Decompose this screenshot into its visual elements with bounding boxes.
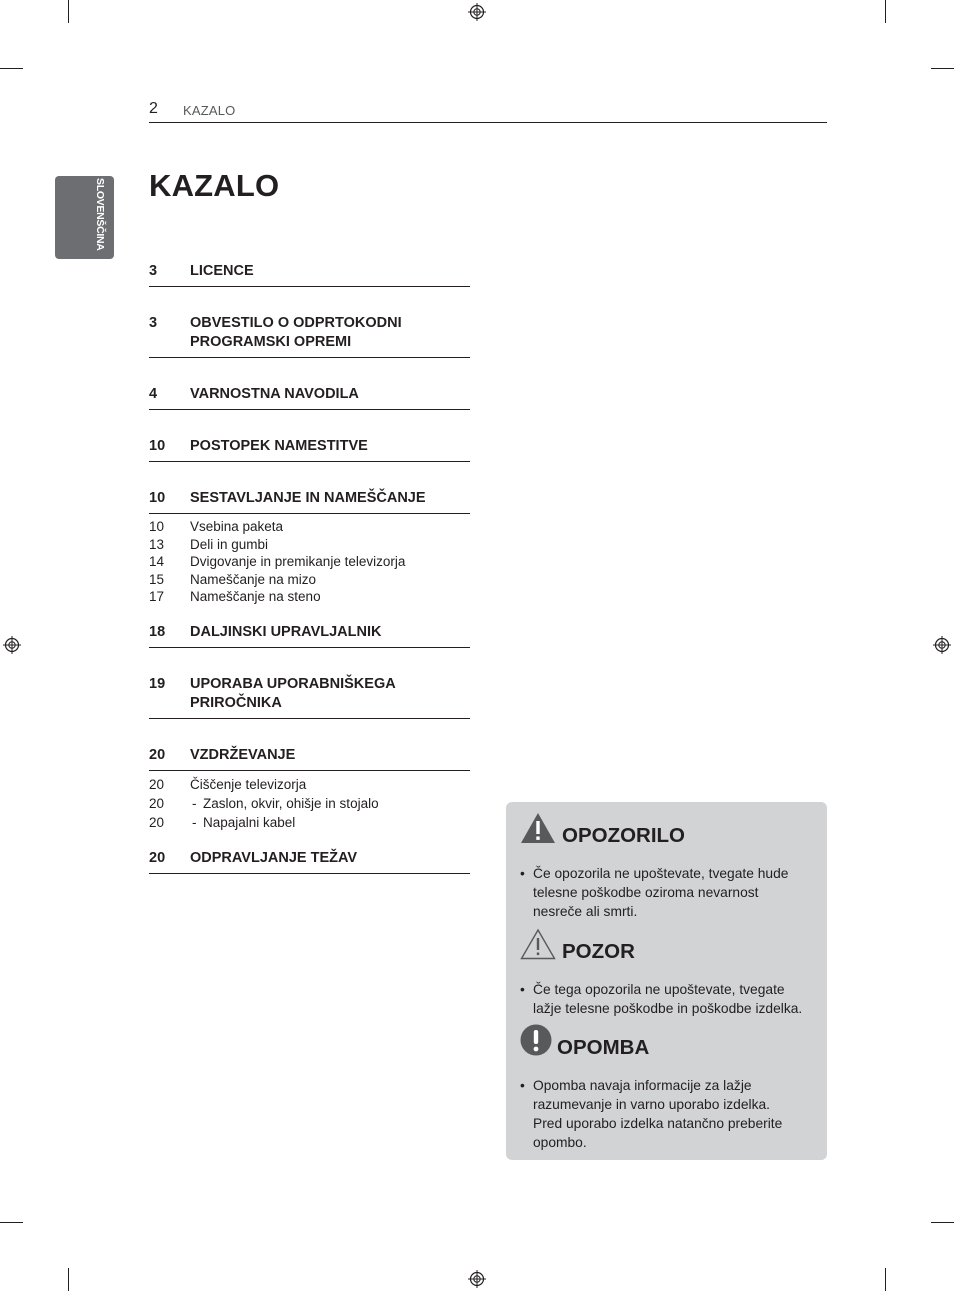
- toc-entry-title: LICENCE: [190, 263, 254, 279]
- notice-body: [520, 1076, 820, 1152]
- toc-entry-page: 4: [149, 386, 158, 402]
- notice-box: [506, 802, 827, 1160]
- bullet: •: [520, 866, 525, 881]
- toc-entry[interactable]: [149, 314, 470, 358]
- crop-mark: [68, 1268, 69, 1291]
- registration-mark-icon: [933, 636, 951, 654]
- toc-entry-page: 3: [149, 315, 158, 331]
- table-of-contents: [149, 262, 470, 874]
- caution-triangle-outline-icon: [520, 928, 556, 965]
- toc-subentry-dash: -: [192, 795, 197, 811]
- note-notice: [520, 1024, 820, 1152]
- toc-entry-title: ODPRAVLJANJE TEŽAV: [190, 849, 358, 866]
- toc-subentry[interactable]: [149, 813, 470, 832]
- toc-subentry-title: Napajalni kabel: [203, 814, 296, 830]
- toc-entry-title: VZDRŽEVANJE: [190, 746, 296, 763]
- crop-mark: [0, 1222, 23, 1223]
- toc-subentry-page: 15: [149, 571, 165, 587]
- toc-entry-page: 20: [149, 746, 166, 763]
- notice-title: OPOZORILO: [562, 824, 685, 847]
- toc-subentry-page: 17: [149, 589, 165, 604]
- toc-entry-title: SESTAVLJANJE IN NAMEŠČANJE: [190, 490, 426, 506]
- toc-entry[interactable]: [149, 385, 470, 410]
- toc-subentry-title: Čiščenje televizorja: [190, 776, 307, 792]
- toc-subentry[interactable]: [149, 775, 470, 794]
- warning-triangle-filled-icon: [520, 812, 556, 849]
- toc-subentry-page: 14: [149, 554, 165, 569]
- toc-entry-page: 3: [149, 263, 158, 279]
- notice-body: [520, 864, 820, 921]
- toc-sublist: [149, 514, 470, 606]
- notice-line: telesne poškodbe oziroma nevarnost: [533, 885, 759, 900]
- notice-body: [520, 980, 820, 1018]
- notice-title: POZOR: [562, 940, 635, 963]
- notice-line: Če opozorila ne upoštevate, tvegate hude: [533, 866, 789, 881]
- page-number: 2: [149, 100, 158, 117]
- toc-entry-title: VARNOSTNA NAVODILA: [190, 386, 359, 402]
- toc-subentry-page: 20: [149, 795, 165, 811]
- toc-subentry-title: Nameščanje na mizo: [190, 571, 317, 587]
- notice-title: OPOMBA: [557, 1036, 650, 1059]
- toc-subentry[interactable]: [149, 518, 470, 536]
- crop-mark: [885, 1268, 886, 1291]
- toc-subentry-page: 10: [149, 519, 165, 534]
- toc-subentry[interactable]: [149, 571, 470, 589]
- page-title: KAZALO: [149, 168, 280, 203]
- warning-notice: [520, 812, 820, 921]
- toc-entry-page: 10: [149, 490, 166, 506]
- toc-entry-title: UPORABA UPORABNIŠKEGA: [190, 675, 396, 692]
- toc-subentry-title: Deli in gumbi: [190, 536, 269, 552]
- notice-line: Pred uporabo izdelka natančno preberite: [533, 1116, 783, 1131]
- toc-subentry[interactable]: [149, 553, 470, 571]
- toc-entry[interactable]: [149, 437, 470, 462]
- notice-line: Če tega opozorila ne upoštevate, tvegate: [533, 982, 785, 997]
- toc-entry-title: DALJINSKI UPRAVLJALNIK: [190, 623, 382, 640]
- toc-entry[interactable]: [149, 746, 470, 771]
- toc-sublist: [149, 771, 470, 832]
- toc-entry[interactable]: [149, 849, 470, 874]
- caution-notice: [520, 928, 820, 1018]
- language-tab-label: SLOVENŠČINA: [94, 178, 106, 251]
- registration-mark-icon: [3, 636, 21, 654]
- toc-entry-title: PROGRAMSKI OPREMI: [190, 334, 352, 350]
- note-exclamation-circle-icon: [520, 1024, 552, 1061]
- running-title: KAZALO: [183, 103, 236, 118]
- registration-mark-icon: [468, 1270, 486, 1288]
- registration-mark-icon: [468, 3, 486, 21]
- toc-subentry-page: 13: [149, 536, 165, 552]
- toc-subentry-page: 20: [149, 776, 165, 792]
- crop-mark: [931, 1222, 954, 1223]
- notice-line: opombo.: [533, 1135, 587, 1150]
- toc-entry[interactable]: [149, 489, 470, 514]
- toc-entry-title: OBVESTILO O ODPRTOKODNI: [190, 315, 402, 331]
- crop-mark: [931, 68, 954, 69]
- toc-subentry[interactable]: [149, 794, 470, 813]
- toc-entry-title: PRIROČNIKA: [190, 694, 282, 711]
- toc-subentry-title: Vsebina paketa: [190, 519, 284, 534]
- notice-line: Opomba navaja informacije za lažje: [533, 1078, 752, 1093]
- notice-line: nesreče ali smrti.: [533, 904, 638, 919]
- bullet: •: [520, 1078, 525, 1093]
- toc-entry-page: 18: [149, 623, 166, 640]
- toc-entry-title: POSTOPEK NAMESTITVE: [190, 438, 368, 454]
- toc-subentry-page: 20: [149, 814, 165, 830]
- toc-entry-page: 19: [149, 675, 166, 692]
- running-head: [149, 100, 827, 123]
- toc-subentry[interactable]: [149, 588, 470, 606]
- toc-subentry-dash: -: [192, 814, 197, 830]
- toc-subentry-title: Zaslon, okvir, ohišje in stojalo: [203, 795, 379, 811]
- toc-entry[interactable]: [149, 675, 470, 719]
- crop-mark: [68, 0, 69, 23]
- toc-entry-page: 10: [149, 438, 166, 454]
- notice-line: lažje telesne poškodbe in poškodbe izdelka.: [533, 1001, 803, 1016]
- bullet: •: [520, 982, 525, 997]
- notice-line: razumevanje in varno uporabo izdelka.: [533, 1097, 770, 1112]
- crop-mark: [0, 68, 23, 69]
- toc-entry[interactable]: [149, 623, 470, 648]
- toc-subentry-title: Nameščanje na steno: [190, 589, 321, 604]
- crop-mark: [885, 0, 886, 23]
- toc-subentry-title: Dvigovanje in premikanje televizorja: [190, 554, 406, 569]
- toc-entry[interactable]: [149, 262, 470, 287]
- toc-subentry[interactable]: [149, 536, 470, 554]
- toc-entry-page: 20: [149, 849, 166, 866]
